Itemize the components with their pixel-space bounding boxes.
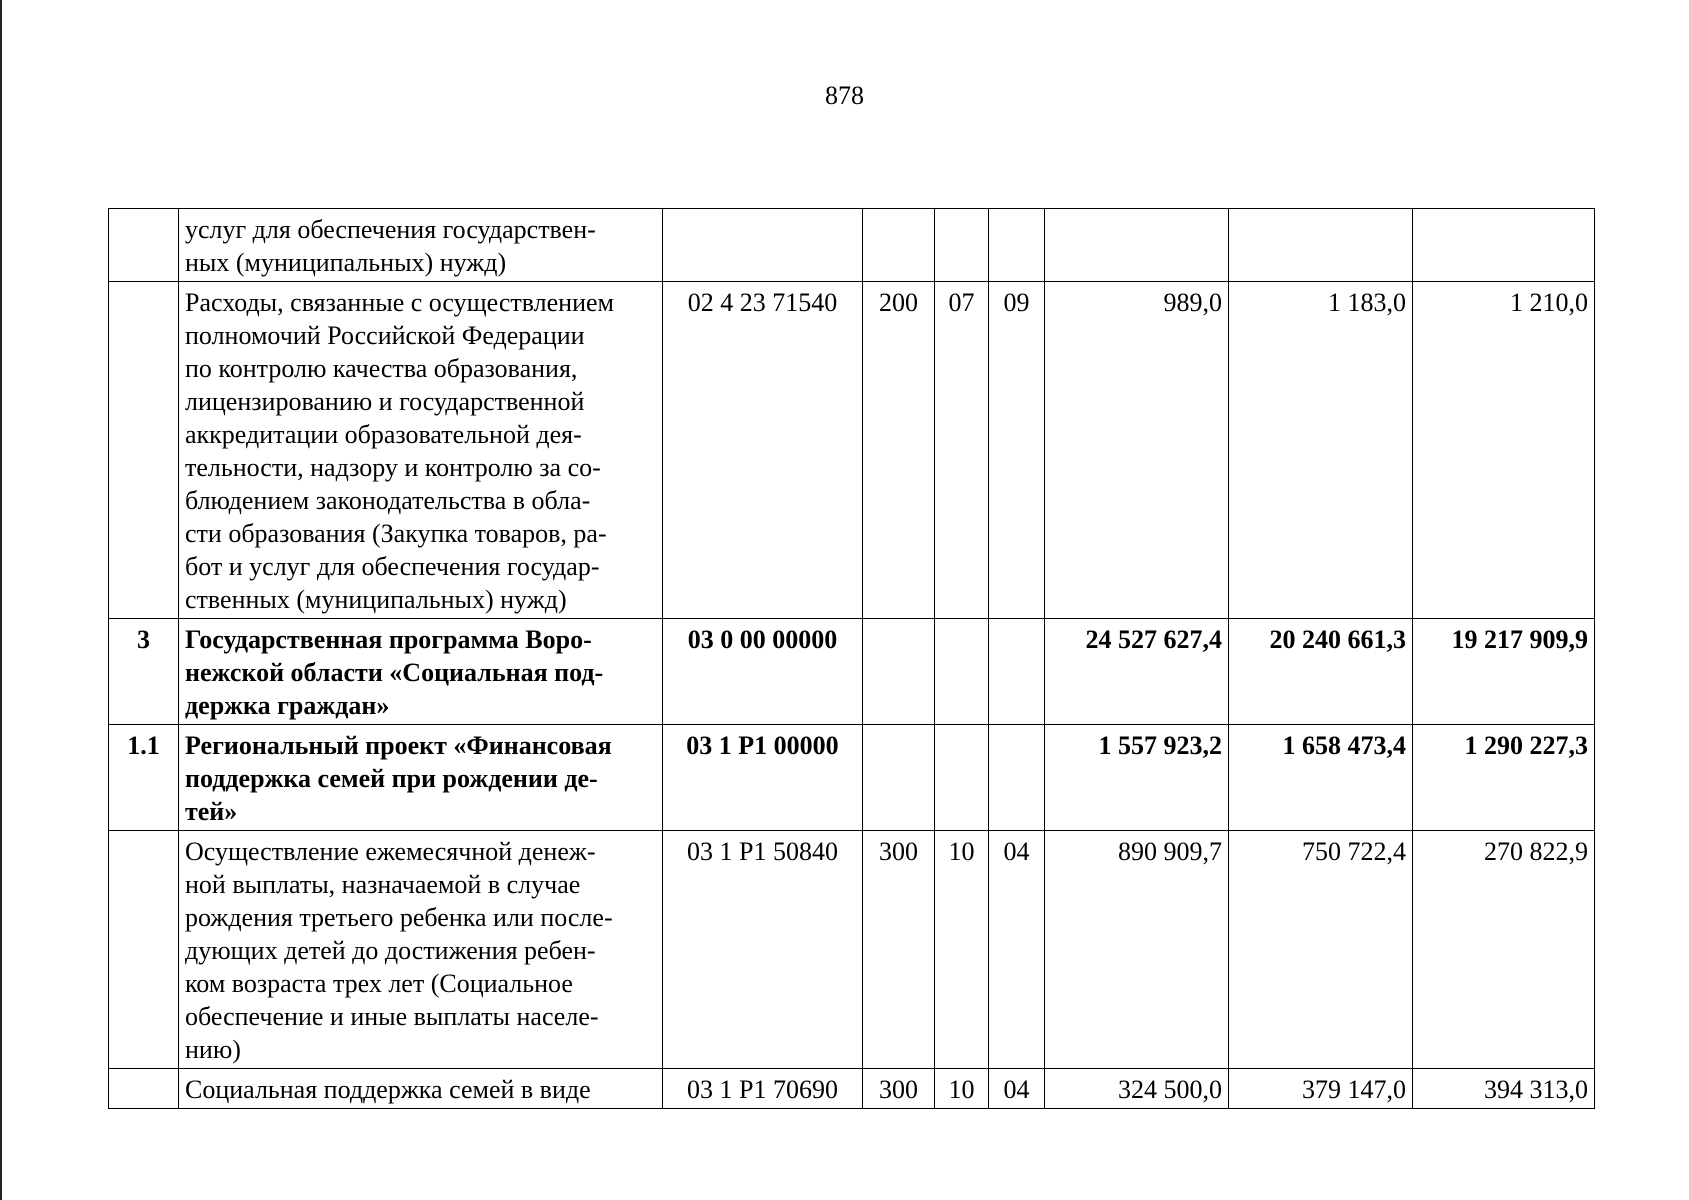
- description-line: бот и услуг для обеспечения государ-: [185, 552, 600, 581]
- description-line: ных (муниципальных) нужд): [185, 248, 507, 277]
- description-cell: [179, 209, 663, 282]
- description-cell: [179, 831, 663, 1069]
- description-line: Государственная программа Воро-: [185, 625, 592, 654]
- amount-year2-cell: 20 240 661,3: [1229, 619, 1413, 725]
- page-number: 878: [825, 81, 864, 110]
- subsection-cell: 04: [989, 1069, 1045, 1109]
- table-row: [109, 725, 1595, 831]
- amount-year1-cell: 24 527 627,4: [1045, 619, 1229, 725]
- amount-year3-cell: [1413, 209, 1595, 282]
- description-line: ной выплаты, назначаемой в случае: [185, 870, 581, 899]
- description-line: поддержка семей при рождении де-: [185, 764, 598, 793]
- amount-year1-cell: 1 557 923,2: [1045, 725, 1229, 831]
- description-cell: [179, 282, 663, 619]
- amount-year1-cell: [1045, 209, 1229, 282]
- description-line: Расходы, связанные с осуществлением: [185, 288, 614, 317]
- description-line: обеспечение и иные выплаты населе-: [185, 1002, 599, 1031]
- budget-table: [108, 208, 1595, 1109]
- expense-type-cell: [863, 725, 935, 831]
- target-code-cell: 03 1 P1 00000: [663, 725, 863, 831]
- page-edge-line: [0, 0, 2, 1200]
- description-line: нежской области «Социальная под-: [185, 658, 604, 687]
- row-number-cell: 3: [109, 619, 179, 725]
- description-line: услуг для обеспечения государствен-: [185, 215, 596, 244]
- subsection-cell: [989, 619, 1045, 725]
- section-cell: [935, 725, 989, 831]
- amount-year3-cell: 394 313,0: [1413, 1069, 1595, 1109]
- description-cell: [179, 1069, 663, 1109]
- section-cell: 10: [935, 1069, 989, 1109]
- description-line: Региональный проект «Финансовая: [185, 731, 612, 760]
- amount-year2-cell: 379 147,0: [1229, 1069, 1413, 1109]
- description-line: сти образования (Закупка товаров, ра-: [185, 519, 607, 548]
- amount-year2-cell: 750 722,4: [1229, 831, 1413, 1069]
- table-row: [109, 282, 1595, 619]
- target-code-cell: 03 0 00 00000: [663, 619, 863, 725]
- description-line: тельности, надзору и контролю за со-: [185, 453, 601, 482]
- amount-year3-cell: 1 210,0: [1413, 282, 1595, 619]
- description-line: нию): [185, 1035, 241, 1064]
- description-line: рождения третьего ребенка или после-: [185, 903, 613, 932]
- expense-type-cell: 300: [863, 831, 935, 1069]
- amount-year2-cell: 1 658 473,4: [1229, 725, 1413, 831]
- amount-year3-cell: 270 822,9: [1413, 831, 1595, 1069]
- expense-type-cell: 300: [863, 1069, 935, 1109]
- table-row: [109, 619, 1595, 725]
- amount-year3-cell: 1 290 227,3: [1413, 725, 1595, 831]
- description-cell: [179, 619, 663, 725]
- description-line: дующих детей до достижения ребен-: [185, 936, 596, 965]
- target-code-cell: 03 1 P1 50840: [663, 831, 863, 1069]
- target-code-cell: 02 4 23 71540: [663, 282, 863, 619]
- description-line: лицензированию и государственной: [185, 387, 585, 416]
- subsection-cell: 04: [989, 831, 1045, 1069]
- row-number-cell: 1.1: [109, 725, 179, 831]
- amount-year1-cell: 890 909,7: [1045, 831, 1229, 1069]
- row-number-cell: [109, 209, 179, 282]
- description-line: по контролю качества образования,: [185, 354, 578, 383]
- description-line: полномочий Российской Федерации: [185, 321, 585, 350]
- amount-year2-cell: 1 183,0: [1229, 282, 1413, 619]
- expense-type-cell: 200: [863, 282, 935, 619]
- subsection-cell: [989, 725, 1045, 831]
- section-cell: [935, 209, 989, 282]
- row-number-cell: [109, 282, 179, 619]
- section-cell: 10: [935, 831, 989, 1069]
- target-code-cell: 03 1 P1 70690: [663, 1069, 863, 1109]
- description-line: блюдением законодательства в обла-: [185, 486, 591, 515]
- description-line: тей»: [185, 797, 238, 826]
- description-line: ственных (муниципальных) нужд): [185, 585, 567, 614]
- description-line: держка граждан»: [185, 691, 390, 720]
- row-number-cell: [109, 1069, 179, 1109]
- description-cell: [179, 725, 663, 831]
- amount-year1-cell: 324 500,0: [1045, 1069, 1229, 1109]
- section-cell: [935, 619, 989, 725]
- target-code-cell: [663, 209, 863, 282]
- amount-year3-cell: 19 217 909,9: [1413, 619, 1595, 725]
- expense-type-cell: [863, 619, 935, 725]
- subsection-cell: [989, 209, 1045, 282]
- description-line: Социальная поддержка семей в виде: [185, 1075, 591, 1104]
- amount-year1-cell: 989,0: [1045, 282, 1229, 619]
- section-cell: 07: [935, 282, 989, 619]
- description-line: ком возраста трех лет (Социальное: [185, 969, 573, 998]
- table-row: [109, 1069, 1595, 1109]
- row-number-cell: [109, 831, 179, 1069]
- table-row: [109, 209, 1595, 282]
- description-line: аккредитации образовательной дея-: [185, 420, 582, 449]
- amount-year2-cell: [1229, 209, 1413, 282]
- table-row: [109, 831, 1595, 1069]
- description-line: Осуществление ежемесячной денеж-: [185, 837, 596, 866]
- expense-type-cell: [863, 209, 935, 282]
- subsection-cell: 09: [989, 282, 1045, 619]
